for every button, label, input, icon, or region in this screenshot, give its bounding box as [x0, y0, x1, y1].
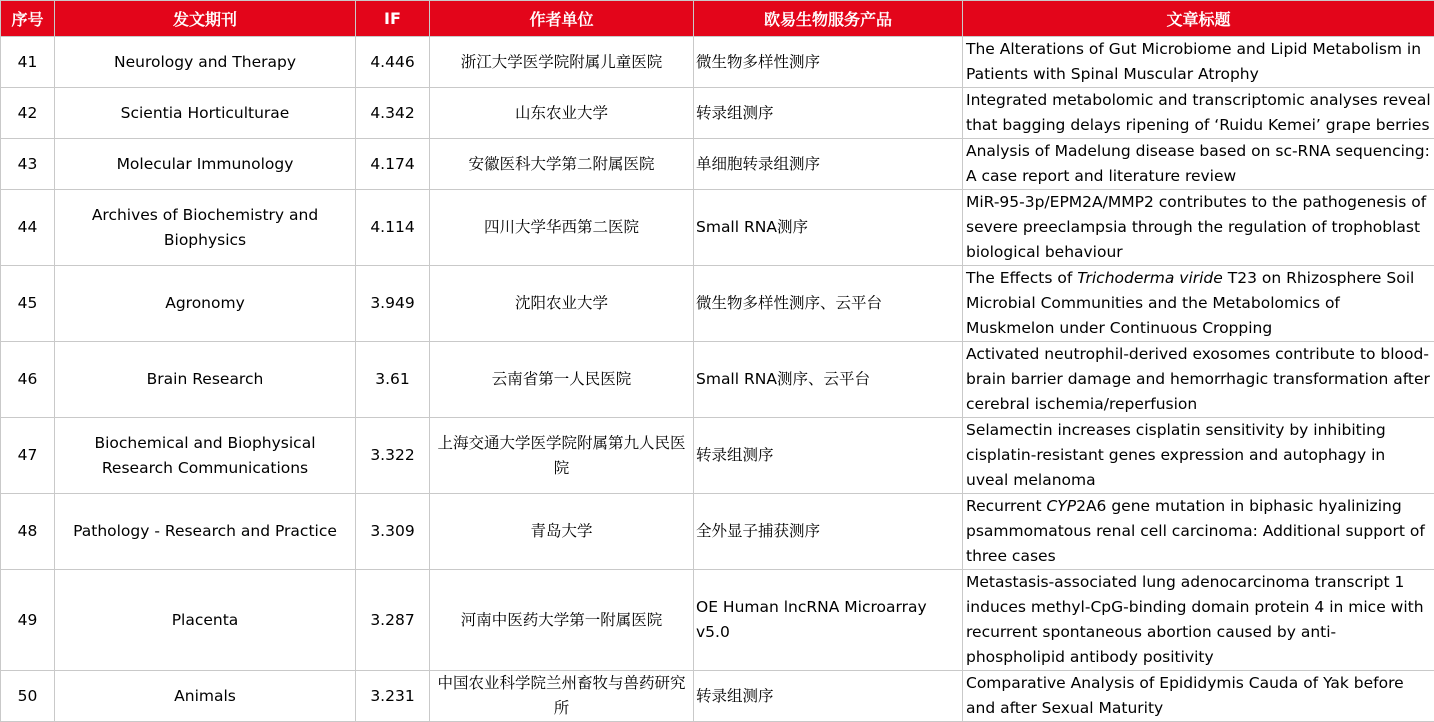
cell-no: 45 [1, 266, 55, 342]
table-row [1, 418, 1434, 494]
title-text-run: 2A6 gene mutation in biphasic hyalinizing psammomatous renal cell carcinoma: Additional support of three cases [966, 497, 1425, 565]
table-header-row [1, 1, 1434, 37]
cell-title [963, 190, 1434, 266]
cell-service: 微生物多样性测序 [694, 37, 963, 88]
header-service: 欧易生物服务产品 [694, 1, 963, 37]
title-text-run: Comparative Analysis of Epididymis Cauda of Yak before and after Sexual Maturity [966, 674, 1404, 717]
title-text-run: Analysis of Madelung disease based on sc-RNA sequencing: A case report and literature review [966, 142, 1430, 185]
header-if: IF [356, 1, 430, 37]
cell-no: 47 [1, 418, 55, 494]
cell-title [963, 342, 1434, 418]
cell-if: 3.949 [356, 266, 430, 342]
cell-service: 单细胞转录组测序 [694, 139, 963, 190]
table-row [1, 88, 1434, 139]
cell-no: 43 [1, 139, 55, 190]
cell-affiliation: 四川大学华西第二医院 [430, 190, 694, 266]
header-title: 文章标题 [963, 1, 1434, 37]
table-body [1, 37, 1434, 722]
cell-journal: Placenta [55, 570, 356, 671]
table-row [1, 190, 1434, 266]
title-text-run: The Alterations of Gut Microbiome and Lipid Metabolism in Patients with Spinal Muscular Atrophy [966, 40, 1421, 83]
cell-title [963, 266, 1434, 342]
cell-if: 4.114 [356, 190, 430, 266]
cell-affiliation: 山东农业大学 [430, 88, 694, 139]
table-row [1, 37, 1434, 88]
cell-if: 4.174 [356, 139, 430, 190]
cell-service: 微生物多样性测序、云平台 [694, 266, 963, 342]
cell-service: 转录组测序 [694, 88, 963, 139]
table-row [1, 671, 1434, 722]
cell-journal: Brain Research [55, 342, 356, 418]
cell-service: Small RNA测序 [694, 190, 963, 266]
cell-title [963, 418, 1434, 494]
cell-service: Small RNA测序、云平台 [694, 342, 963, 418]
cell-service: 全外显子捕获测序 [694, 494, 963, 570]
title-text-run: Activated neutrophil-derived exosomes contribute to blood-brain barrier damage and hemorrhagic transformation after cerebral ischemia/reperfusion [966, 345, 1430, 413]
cell-journal: Biochemical and Biophysical Research Communications [55, 418, 356, 494]
title-text-run: Metastasis-associated lung adenocarcinoma transcript 1 induces methyl-CpG-binding domain protein 4 in mice with recurrent spontaneous abortion caused by anti-phospholipid antibody positivity [966, 573, 1424, 666]
cell-title [963, 88, 1434, 139]
table-row [1, 139, 1434, 190]
cell-no: 50 [1, 671, 55, 722]
cell-service: OE Human lncRNA Microarray v5.0 [694, 570, 963, 671]
cell-title [963, 671, 1434, 722]
cell-affiliation: 中国农业科学院兰州畜牧与兽药研究所 [430, 671, 694, 722]
cell-if: 4.446 [356, 37, 430, 88]
header-journal: 发文期刊 [55, 1, 356, 37]
cell-if: 3.309 [356, 494, 430, 570]
table-row [1, 342, 1434, 418]
cell-no: 42 [1, 88, 55, 139]
title-italic-run: Trichoderma viride [1077, 269, 1223, 287]
cell-if: 3.231 [356, 671, 430, 722]
cell-no: 48 [1, 494, 55, 570]
cell-journal: Molecular Immunology [55, 139, 356, 190]
title-text-run: Recurrent [966, 497, 1046, 515]
table-row [1, 494, 1434, 570]
cell-journal: Scientia Horticulturae [55, 88, 356, 139]
title-italic-run: CYP [1046, 497, 1076, 515]
title-text-run: The Effects of [966, 269, 1077, 287]
cell-affiliation: 青岛大学 [430, 494, 694, 570]
cell-title [963, 494, 1434, 570]
cell-affiliation: 上海交通大学医学院附属第九人民医院 [430, 418, 694, 494]
cell-journal: Neurology and Therapy [55, 37, 356, 88]
table-row [1, 570, 1434, 671]
cell-no: 41 [1, 37, 55, 88]
cell-affiliation: 安徽医科大学第二附属医院 [430, 139, 694, 190]
cell-if: 3.322 [356, 418, 430, 494]
cell-journal: Pathology - Research and Practice [55, 494, 356, 570]
title-text-run: MiR-95-3p/EPM2A/MMP2 contributes to the pathogenesis of severe preeclampsia through the regulation of trophoblast biological behaviour [966, 193, 1426, 261]
title-text-run: Integrated metabolomic and transcriptomic analyses reveal that bagging delays ripening of ‘Ruidu Kemei’ grape berries [966, 91, 1431, 134]
cell-service: 转录组测序 [694, 671, 963, 722]
cell-title [963, 37, 1434, 88]
title-text-run: T23 on Rhizosphere Soil Microbial Communities and the Metabolomics of Muskmelon under Continuous Cropping [966, 269, 1414, 337]
header-no: 序号 [1, 1, 55, 37]
cell-affiliation: 河南中医药大学第一附属医院 [430, 570, 694, 671]
title-text-run: Selamectin increases cisplatin sensitivity by inhibiting cisplatin-resistant genes expression and autophagy in uveal melanoma [966, 421, 1386, 489]
cell-affiliation: 沈阳农业大学 [430, 266, 694, 342]
cell-journal: Animals [55, 671, 356, 722]
cell-no: 46 [1, 342, 55, 418]
cell-affiliation: 浙江大学医学院附属儿童医院 [430, 37, 694, 88]
cell-title [963, 139, 1434, 190]
cell-if: 4.342 [356, 88, 430, 139]
cell-affiliation: 云南省第一人民医院 [430, 342, 694, 418]
cell-journal: Agronomy [55, 266, 356, 342]
header-affiliation: 作者单位 [430, 1, 694, 37]
cell-if: 3.287 [356, 570, 430, 671]
cell-no: 44 [1, 190, 55, 266]
cell-if: 3.61 [356, 342, 430, 418]
cell-title [963, 570, 1434, 671]
table-row [1, 266, 1434, 342]
cell-no: 49 [1, 570, 55, 671]
cell-journal: Archives of Biochemistry and Biophysics [55, 190, 356, 266]
cell-service: 转录组测序 [694, 418, 963, 494]
